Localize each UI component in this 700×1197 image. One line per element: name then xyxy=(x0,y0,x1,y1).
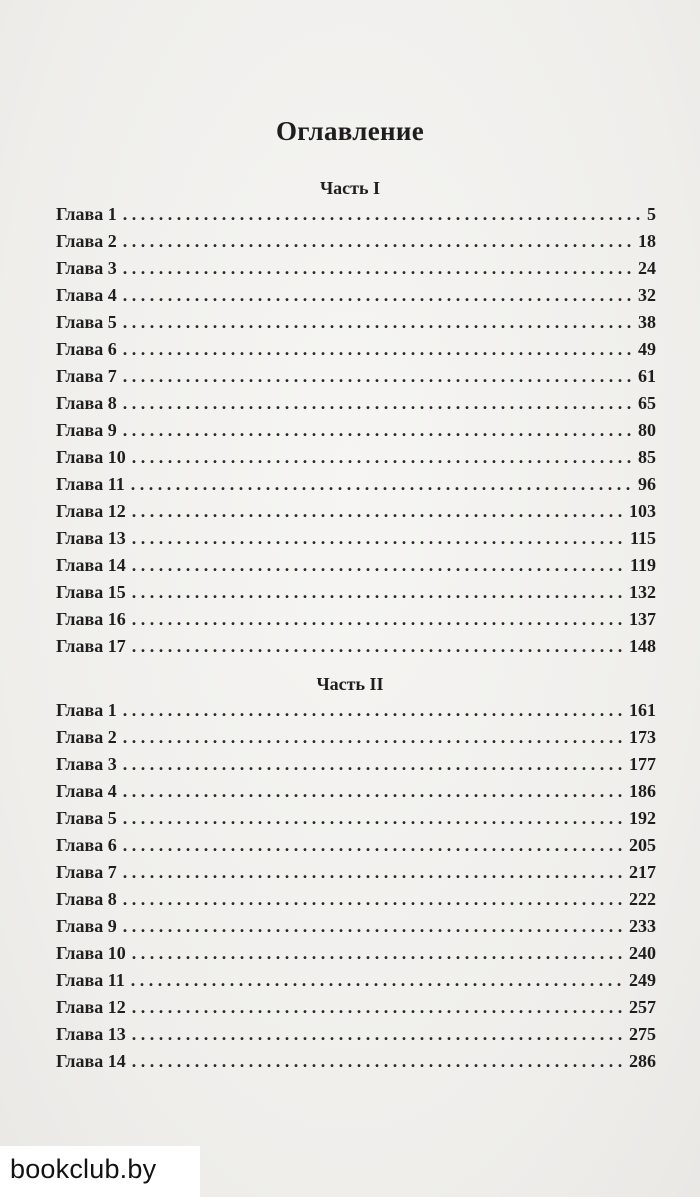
chapter-page-number: 24 xyxy=(638,258,656,278)
part-1-heading: Часть I xyxy=(319,178,381,198)
dot-leader xyxy=(123,916,625,937)
chapter-page-number: 240 xyxy=(629,943,656,963)
toc-entry xyxy=(56,889,656,916)
page-title: Оглавление xyxy=(276,116,424,146)
chapter-label: Глава 8 xyxy=(56,889,117,909)
chapter-page-number: 132 xyxy=(629,582,656,602)
toc-entry xyxy=(56,943,656,970)
toc-entry xyxy=(56,1024,656,1051)
chapter-label: Глава 16 xyxy=(56,609,126,629)
chapter-label: Глава 8 xyxy=(56,393,117,413)
chapter-page-number: 222 xyxy=(629,889,656,909)
chapter-page-number: 137 xyxy=(629,609,656,629)
toc-entry xyxy=(56,366,656,393)
toc-entry xyxy=(56,528,656,555)
chapter-label: Глава 1 xyxy=(56,700,117,720)
chapter-page-number: 177 xyxy=(629,754,656,774)
toc-entry xyxy=(56,204,656,231)
dot-leader xyxy=(123,727,625,748)
chapter-page-number: 32 xyxy=(638,285,656,305)
dot-leader xyxy=(123,393,634,414)
watermark-logo-text: bookclub.by xyxy=(10,1154,157,1184)
chapter-label: Глава 2 xyxy=(56,727,117,747)
chapter-page-number: 233 xyxy=(629,916,656,936)
chapter-label: Глава 11 xyxy=(56,474,125,494)
chapter-label: Глава 2 xyxy=(56,231,117,251)
chapter-page-number: 18 xyxy=(638,231,656,251)
chapter-page-number: 173 xyxy=(629,727,656,747)
chapter-page-number: 119 xyxy=(629,555,656,575)
chapter-page-number: 217 xyxy=(629,862,656,882)
toc-entry xyxy=(56,582,656,609)
dot-leader xyxy=(132,447,634,468)
chapter-page-number: 5 xyxy=(647,204,656,224)
chapter-page-number: 161 xyxy=(629,700,656,720)
chapter-label: Глава 3 xyxy=(56,258,117,278)
toc-entry xyxy=(56,258,656,285)
dot-leader xyxy=(132,582,625,603)
toc-entry xyxy=(56,862,656,889)
chapter-label: Глава 7 xyxy=(56,862,117,882)
toc-entry xyxy=(56,285,656,312)
dot-leader xyxy=(132,943,625,964)
chapter-page-number: 186 xyxy=(629,781,656,801)
dot-leader xyxy=(132,1051,625,1072)
toc-entry xyxy=(56,970,656,997)
dot-leader xyxy=(132,555,626,576)
dot-leader xyxy=(123,808,625,829)
toc-entry xyxy=(56,636,656,663)
toc-entry xyxy=(56,835,656,862)
dot-leader xyxy=(132,636,625,657)
dot-leader xyxy=(123,700,625,721)
chapter-page-number: 115 xyxy=(629,528,656,548)
chapter-page-number: 275 xyxy=(629,1024,656,1044)
toc-entry xyxy=(56,754,656,781)
dot-leader xyxy=(131,474,634,495)
toc-entry xyxy=(56,997,656,1024)
chapter-label: Глава 5 xyxy=(56,312,117,332)
toc-entry xyxy=(56,609,656,636)
chapter-page-number: 80 xyxy=(638,420,656,440)
dot-leader xyxy=(123,312,634,333)
chapter-label: Глава 9 xyxy=(56,420,117,440)
chapter-page-number: 38 xyxy=(638,312,656,332)
dot-leader xyxy=(132,1024,625,1045)
chapter-page-number: 249 xyxy=(629,970,656,990)
toc-entry xyxy=(56,781,656,808)
dot-leader xyxy=(123,285,634,306)
chapter-label: Глава 15 xyxy=(56,582,126,602)
dot-leader xyxy=(123,204,643,225)
toc-entry xyxy=(56,1051,656,1078)
chapter-label: Глава 7 xyxy=(56,366,117,386)
dot-leader xyxy=(123,889,625,910)
toc-entry xyxy=(56,700,656,727)
chapter-page-number: 103 xyxy=(629,501,656,521)
chapter-label: Глава 12 xyxy=(56,997,126,1017)
chapter-page-number: 192 xyxy=(629,808,656,828)
chapter-page-number: 49 xyxy=(638,339,656,359)
dot-leader xyxy=(123,339,634,360)
chapter-label: Глава 4 xyxy=(56,285,117,305)
dot-leader xyxy=(132,528,626,549)
dot-leader xyxy=(123,862,625,883)
chapter-label: Глава 17 xyxy=(56,636,126,656)
chapter-label: Глава 13 xyxy=(56,1024,126,1044)
chapter-page-number: 205 xyxy=(629,835,656,855)
dot-leader xyxy=(123,231,634,252)
chapter-page-number: 61 xyxy=(638,366,656,386)
toc-entry xyxy=(56,555,656,582)
chapter-label: Глава 3 xyxy=(56,754,117,774)
part-2-chapter-list xyxy=(56,700,656,1078)
toc-entry xyxy=(56,916,656,943)
chapter-label: Глава 10 xyxy=(56,447,126,467)
chapter-label: Глава 13 xyxy=(56,528,126,548)
toc-entry xyxy=(56,393,656,420)
dot-leader xyxy=(123,754,625,775)
chapter-label: Глава 1 xyxy=(56,204,117,224)
chapter-label: Глава 14 xyxy=(56,555,126,575)
chapter-page-number: 286 xyxy=(629,1051,656,1071)
dot-leader xyxy=(132,997,625,1018)
toc-entry xyxy=(56,447,656,474)
dot-leader xyxy=(123,258,634,279)
chapter-page-number: 148 xyxy=(629,636,656,656)
dot-leader xyxy=(132,609,625,630)
chapter-label: Глава 6 xyxy=(56,835,117,855)
dot-leader xyxy=(131,970,625,991)
chapter-label: Глава 6 xyxy=(56,339,117,359)
dot-leader xyxy=(132,501,625,522)
toc-entry xyxy=(56,420,656,447)
chapter-label: Глава 11 xyxy=(56,970,125,990)
chapter-label: Глава 9 xyxy=(56,916,117,936)
chapter-label: Глава 5 xyxy=(56,808,117,828)
toc-entry xyxy=(56,312,656,339)
dot-leader xyxy=(123,835,625,856)
toc-entry xyxy=(56,339,656,366)
chapter-label: Глава 14 xyxy=(56,1051,126,1071)
toc-entry xyxy=(56,231,656,258)
toc-entry xyxy=(56,727,656,754)
part-2-heading: Часть II xyxy=(316,674,384,694)
chapter-page-number: 85 xyxy=(638,447,656,467)
chapter-page-number: 65 xyxy=(638,393,656,413)
dot-leader xyxy=(123,781,625,802)
toc-entry xyxy=(56,474,656,501)
dot-leader xyxy=(123,420,634,441)
chapter-page-number: 96 xyxy=(638,474,656,494)
toc-entry xyxy=(56,808,656,835)
chapter-label: Глава 10 xyxy=(56,943,126,963)
dot-leader xyxy=(123,366,634,387)
chapter-page-number: 257 xyxy=(629,997,656,1017)
chapter-label: Глава 12 xyxy=(56,501,126,521)
part-1-chapter-list xyxy=(56,204,656,663)
toc-entry xyxy=(56,501,656,528)
chapter-label: Глава 4 xyxy=(56,781,117,801)
